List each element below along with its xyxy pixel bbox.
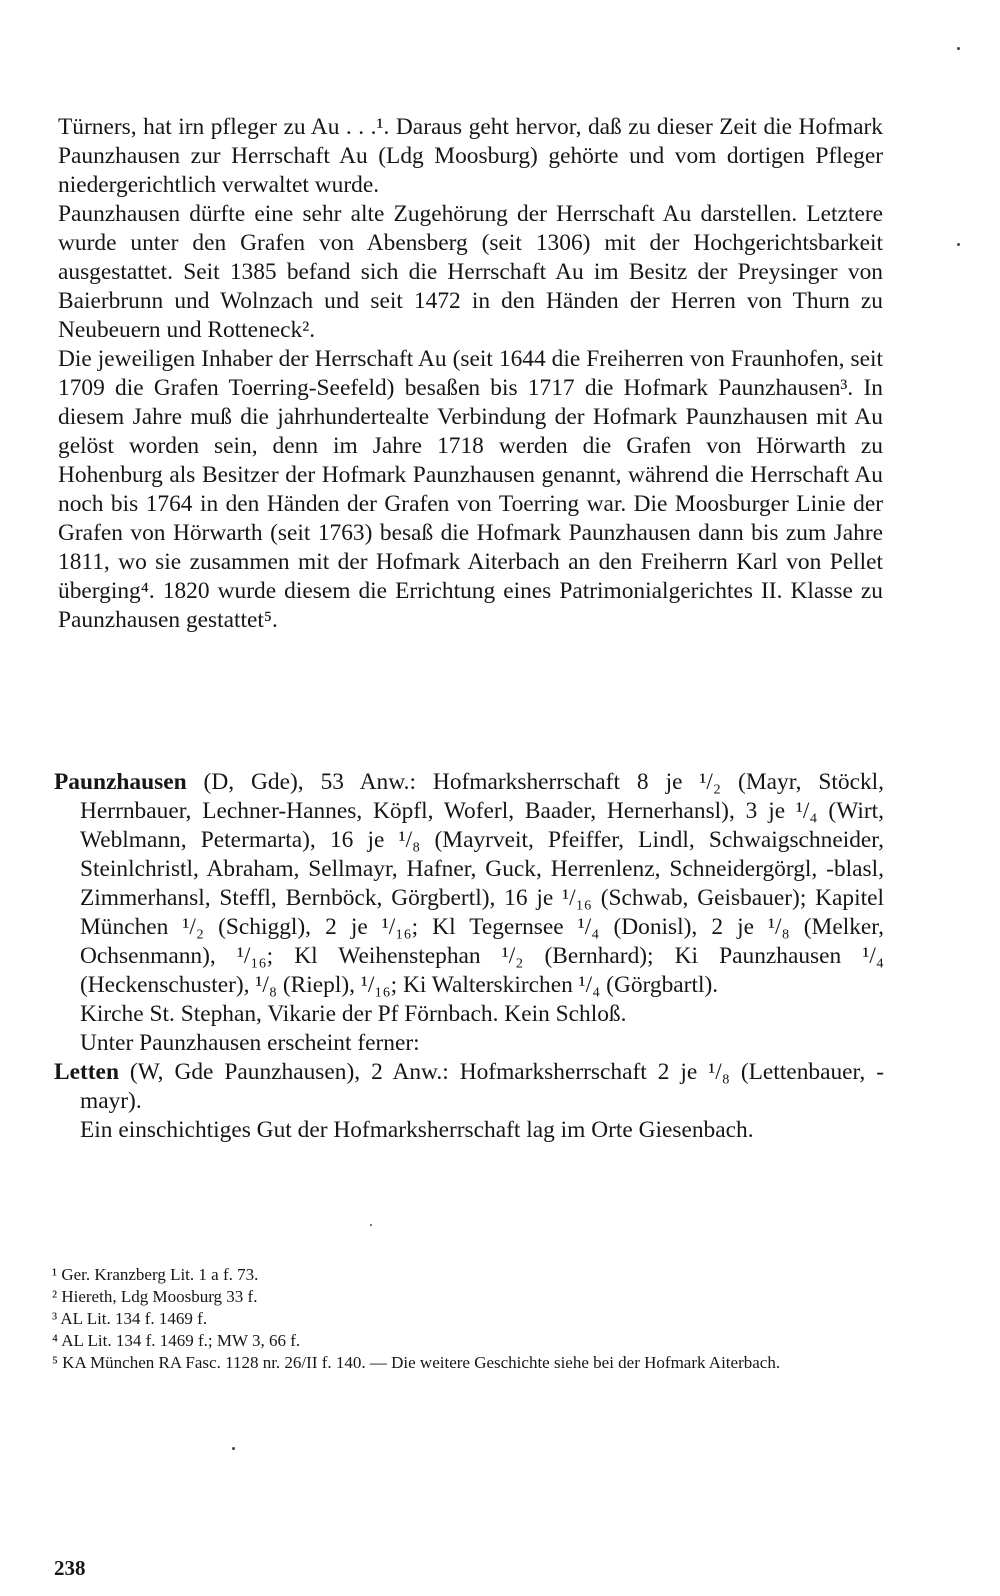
- history-text: [58, 113, 883, 635]
- scan-speck: [957, 243, 960, 246]
- entry-letten: [54, 1058, 884, 1116]
- footnote-2: ² Hiereth, Ldg Moosburg 33 f.: [52, 1287, 258, 1306]
- scan-speck: [232, 1447, 235, 1450]
- footnote-5: ⁵ KA München RA Fasc. 1128 nr. 26/II f. 140. — Die weitere Geschichte siehe bei der Hofmark Aiterbach.: [52, 1353, 781, 1372]
- footnote-1: ¹ Ger. Kranzberg Lit. 1 a f. 73.: [52, 1265, 259, 1284]
- entry-paunzhausen-text: (D, Gde), 53 Anw.: Hofmarksherrschaft 8 je ¹/₂ (Mayr, Stöckl, Herrnbauer, Lechner-Hannes, Köpfl, Woferl, Baader, Hernerhansl), 3 je ¹/₄ (Wirt, Weblmann, Petermarta), 16 je ¹/₈ (Mayrveit, Pfeiffer, Lindl, Schwaigschneider, Steinlchristl, Abraham, Sellmayr, Hafner, Guck, Herrenlenz, Schneidergörgl, -blasl, Zimmerhansl, Steffl, Bernböck, Görgbertl), 16 je ¹/₁₆ (Schwab, Geisbauer); Kapitel München ¹/₂ (Schiggl), 2 je ¹/₁₆; Kl Tegernsee ¹/₄ (Donisl), 2 je ¹/₈ (Melker, Ochsenmann), ¹/₁₆; Kl Weihenstephan ¹/₂ (Bernhard); Ki Paunzhausen ¹/₄ (Heckenschuster), ¹/₈ (Riepl), ¹/₁₆; Ki Walterskirchen ¹/₄ (Görgbartl).: [80, 769, 884, 998]
- entry-letten-text: (W, Gde Paunzhausen), 2 Anw.: Hofmarksherrschaft 2 je ¹/₈ (Lettenbauer, -mayr).: [80, 1059, 884, 1114]
- page-number: 238: [54, 1556, 86, 1580]
- entry-paunzhausen-also: Unter Paunzhausen erscheint ferner:: [80, 1030, 420, 1056]
- footnote-3: ³ AL Lit. 134 f. 1469 f.: [52, 1309, 208, 1328]
- entry-letten-note: Ein einschichtiges Gut der Hofmarksherrschaft lag im Orte Giesenbach.: [80, 1117, 754, 1143]
- scan-speck: [957, 47, 960, 50]
- entry-paunzhausen-name: Paunzhausen: [54, 769, 187, 795]
- paragraph-2: Paunzhausen dürfte eine sehr alte Zugehörung der Herrschaft Au darstellen. Letztere wurde unter den Grafen von Abensberg (seit 1306) mit der Hochgerichtsbarkeit ausgestattet. Seit 1385 befand sich die Herrschaft Au im Besitz der Preysinger von Baierbrunn und Wolnzach und seit 1472 in den Händen der Herren von Thurn zu Neubeuern und Rotteneck².: [58, 201, 883, 343]
- paragraph-3: Die jeweiligen Inhaber der Herrschaft Au (seit 1644 die Freiherren von Fraunhofen, seit 1709 die Grafen Toerring-Seefeld) besaßen bis 1717 die Hofmark Paunzhausen³. In diesem Jahre muß die jahrhundertealte Verbindung der Hofmark Paunzhausen mit Au gelöst worden sein, denn im Jahre 1718 werden die Grafen von Hörwarth zu Hohenburg als Besitzer der Hofmark Paunzhausen genannt, während die Herrschaft Au noch bis 1764 in den Händen der Grafen von Toerring war. Die Moosburger Linie der Grafen von Hörwarth (seit 1763) besaß die Hofmark Paunzhausen dann bis zum Jahre 1811, wo sie zusammen mit der Hofmark Aiterbach an den Freiherrn Karl von Pellet überging⁴. 1820 wurde diesem die Errichtung eines Patrimonialgerichtes II. Klasse zu Paunzhausen gestattet⁵.: [58, 346, 883, 633]
- paragraph-1: Türners, hat irn pfleger zu Au . . .¹. Daraus geht hervor, daß zu dieser Zeit die Hofmark Paunzhausen zur Herrschaft Au (Ldg Moosburg) gehörte und vom dortigen Pfleger niedergerichtlich verwaltet wurde.: [58, 114, 883, 198]
- place-entries: [54, 768, 884, 1145]
- footnote-4: ⁴ AL Lit. 134 f. 1469 f.; MW 3, 66 f.: [52, 1331, 301, 1350]
- footnotes: [52, 1264, 882, 1374]
- scan-speck: [370, 1224, 372, 1226]
- entry-letten-name: Letten: [54, 1059, 119, 1085]
- entry-paunzhausen-church: Kirche St. Stephan, Vikarie der Pf Förnbach. Kein Schloß.: [80, 1001, 627, 1027]
- entry-paunzhausen: [54, 768, 884, 1000]
